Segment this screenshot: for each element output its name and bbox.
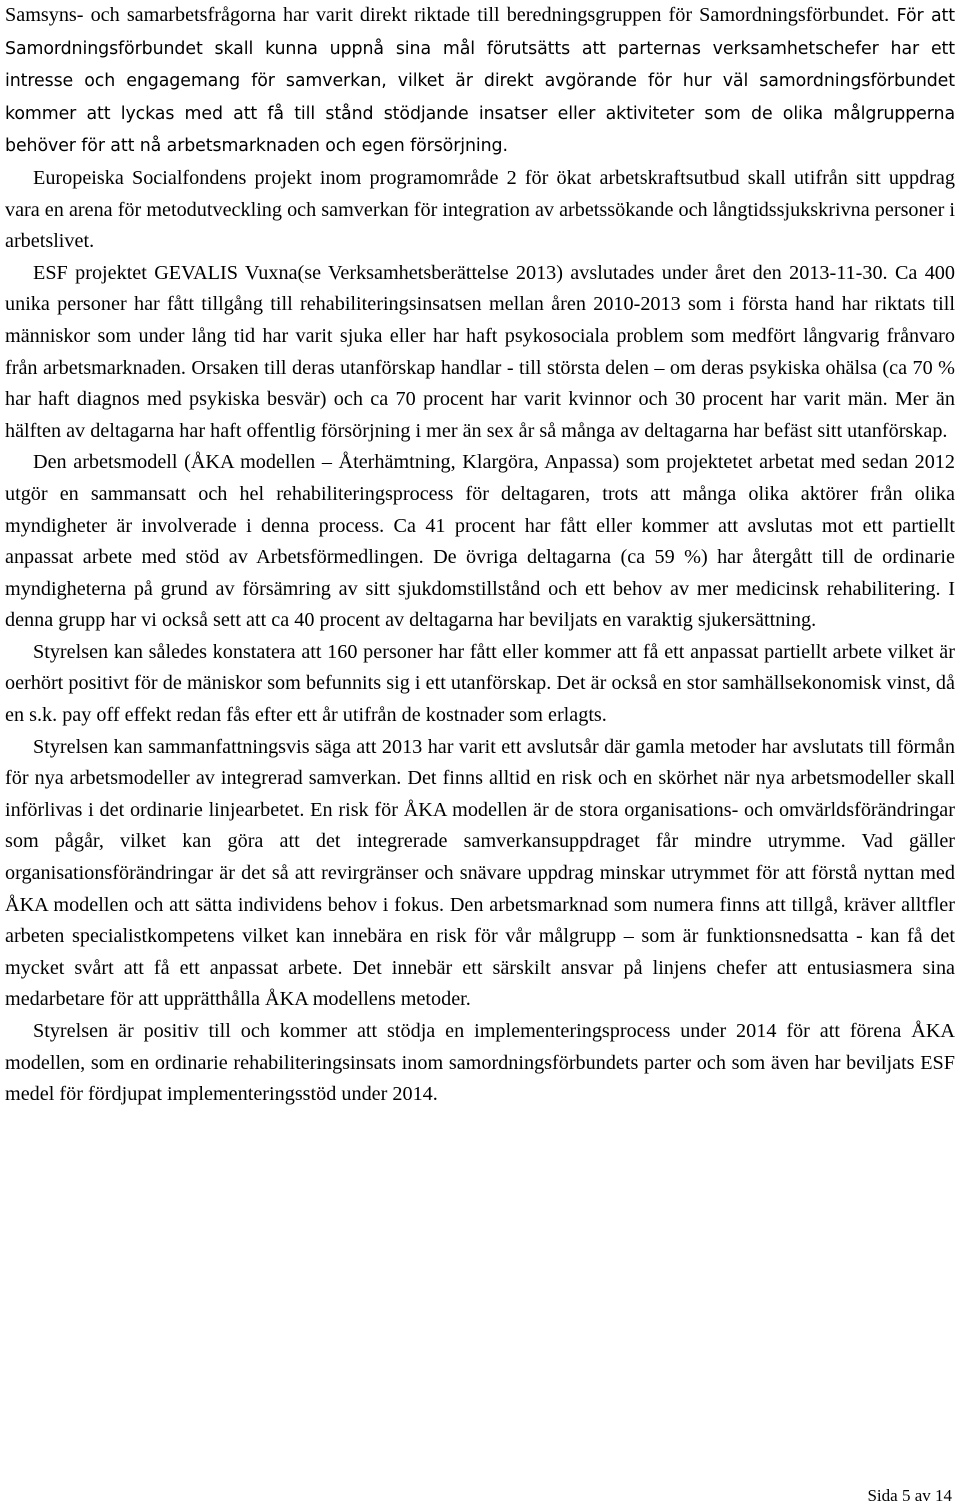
paragraph-board-conclusion: Styrelsen kan således konstatera att 160 personer har fått eller kommer att få ett anpassat partiellt arbete vilket är oerhört positivt för de mäniskor som befunnits sig i ett utanförskap. Det är också en stor samhällsekonomisk vinst, då en s.k. pay off effekt redan fås efter ett år utifrån de kostnader som erlagts. [5,640,955,727]
page-number: Sida 5 av 14 [867,1486,952,1505]
paragraph-board-summary: Styrelsen kan sammanfattningsvis säga att 2013 har varit ett avslutsår där gamla metoder har avslutats till förmån för nya arbetsmodeller av integrerad samverkan. Det finns alltid en risk och en skörhet när nya arbetsmodeller skall införlivas i det ordinarie linjearbetet. En risk för ÅKA modellen är de stora organisations- och omvärldsförändringar som pågår, vilket kan göra att det integrerade samverkansuppdraget får mindre utrymme. Vad gäller organisationsförändringar är det så att revirgränser och snävare uppdrag minskar utrymmet för att förstå nyttan med ÅKA modellen och att sätta individens behov i fokus. Den arbetsmarknad som numera finns att tillgå, kräver alltfler arbeten specialistkompetens vilket kan innebära en risk för vår målgrupp – som är funktionsnedsatta - kan få det mycket svårt att få ett anpassat arbete. Det innebär ett särskilt ansvar på linjens chefer att entusiasmera sina medarbetare för att upprätthålla ÅKA modellens metoder. [5,735,955,1011]
paragraph-gevalis-project: ESF projektet GEVALIS Vuxna(se Verksamhetsberättelse 2013) avslutades under året den 2013-11-30. Ca 400 unika personer har fått tillgång till rehabiliteringsinsatsen mellan åren 2010-2013 som i första hand har riktats till människor som under lång tid har varit sjuka eller har haft psykosociala problem som medfört långvarig frånvaro från arbetsmarknaden. Orsaken till deras utanförskap handlar - till största delen – om deras psykiska ohälsa (ca 70 % har haft diagnos med psykiska besvär) och ca 70 procent har varit kvinnor och 30 procent har varit män. Mer än hälften av deltagarna har haft offentlig försörjning i mer än sex år så många av deltagarna har befäst sitt utanförskap. [5,261,955,442]
document-page [5,0,955,1111]
paragraph-implementation: Styrelsen är positiv till och kommer att stödja en implementeringsprocess under 2014 för att förena ÅKA modellen, som en ordinarie rehabiliteringsinsats inom samordningsförbundets parter och som även har beviljats ESF medel för fördjupat implementeringsstöd under 2014. [5,1020,955,1106]
paragraph-sans-continuation: För att Samordningsförbundet skall kunna uppnå sina mål förutsätts att parternas verksamhetschefer har ett intresse och engagemang för samverkan, vilket är direkt avgörande för hur väl samordningsförbundet kommer att lyckas med att få till stånd stödjande insatser eller aktiviteter som de olika målgrupperna behöver för att nå arbetsmarknaden och egen försörjning. [5,6,955,157]
paragraph-esf-programme: Europeiska Socialfondens projekt inom programområde 2 för ökat arbetskraftsutbud skall utifrån sitt uppdrag vara en arena för metodutveckling och samverkan för integration av arbetssökande och långtidssjukskrivna personer i arbetslivet. [5,166,955,253]
paragraph-serif-intro: Samsyns- och samarbetsfrågorna har varit direkt riktade till beredningsgruppen för Samordningsförbundet. [5,4,890,26]
paragraph-aka-model: Den arbetsmodell (ÅKA modellen – Återhämtning, Klargöra, Anpassa) som projektetet arbetat med sedan 2012 utgör en sammansatt och hel rehabiliteringsprocess för deltagaren, trots att många olika aktörer från olika myndigheter är involverade i denna process. Ca 41 procent har fått eller kommer att avslutas mot ett partiellt anpassat arbete med stöd av Arbetsförmedlingen. De övriga deltagarna (ca 59 %) har återgått till de ordinarie myndigheterna på grund av försämring av sitt sjukdomstillstånd och ett behov av mer medicinsk rehabilitering. I denna grupp har vi också sett att ca 40 procent av deltagarna har beviljats en varaktig sjukersättning. [5,451,955,632]
paragraph-samordningsforbundet [5,0,955,163]
